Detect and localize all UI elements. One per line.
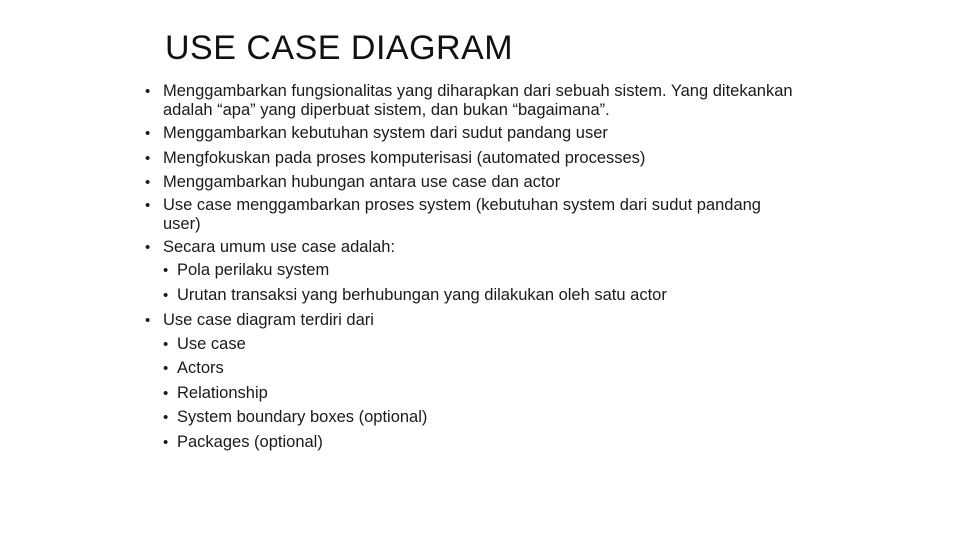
sub-bullet-item (163, 284, 795, 308)
bullet-text: Mengfokuskan pada proses komputerisasi (automated processes) (163, 148, 646, 167)
bullet-item (145, 122, 795, 146)
sub-bullet-text: Relationship (177, 383, 268, 402)
sub-bullet-item (163, 406, 795, 430)
sub-bullet-text: Urutan transaksi yang berhubungan yang dilakukan oleh satu actor (177, 285, 667, 304)
bullet-icon: • (163, 433, 169, 451)
bullet-icon: • (163, 360, 169, 377)
sub-bullet-text: System boundary boxes (optional) (177, 408, 428, 426)
bullet-icon: • (163, 335, 169, 353)
bullet-item (145, 196, 795, 234)
bullet-text: Menggambarkan hubungan antara use case dan actor (163, 173, 561, 191)
bullet-text: Secara umum use case adalah: (163, 237, 396, 256)
slide-title: USE CASE DIAGRAM (165, 29, 514, 67)
sub-bullet-list (163, 333, 795, 455)
bullet-icon: • (145, 125, 151, 142)
sub-bullet-text: Pola perilaku system (177, 261, 330, 279)
bullet-item (145, 309, 795, 454)
bullet-icon: • (145, 312, 151, 329)
sub-bullet-item (163, 431, 795, 455)
bullet-text: Use case menggambarkan proses system (kebutuhan system dari sudut pandang user) (163, 195, 761, 233)
bullet-icon: • (145, 83, 151, 100)
bullet-icon: • (163, 262, 169, 279)
bullet-icon: • (145, 238, 151, 256)
bullet-item (145, 82, 795, 120)
sub-bullet-text: Packages (optional) (177, 432, 323, 451)
bullet-icon: • (145, 196, 151, 214)
bullet-icon: • (163, 409, 169, 426)
bullet-icon: • (163, 384, 169, 402)
bullet-text: Use case diagram terdiri dari (163, 311, 374, 329)
bullet-icon: • (145, 149, 151, 167)
bullet-item (145, 236, 795, 308)
sub-bullet-item (163, 333, 795, 357)
bullet-icon: • (163, 286, 169, 304)
bullet-list (145, 82, 795, 455)
bullet-icon: • (145, 174, 151, 191)
sub-bullet-item (163, 382, 795, 406)
bullet-text: Menggambarkan kebutuhan system dari sudut pandang user (163, 124, 608, 142)
sub-bullet-text: Actors (177, 359, 224, 377)
sub-bullet-item (163, 259, 795, 283)
sub-bullet-list (163, 259, 795, 307)
bullet-item (145, 171, 795, 195)
sub-bullet-item (163, 357, 795, 381)
bullet-text: Menggambarkan fungsionalitas yang diharapkan dari sebuah sistem. Yang ditekankan adalah “apa” yang diperbuat sistem, dan bukan “bagaimana”. (163, 82, 793, 119)
bullet-item (145, 147, 795, 171)
sub-bullet-text: Use case (177, 334, 246, 353)
